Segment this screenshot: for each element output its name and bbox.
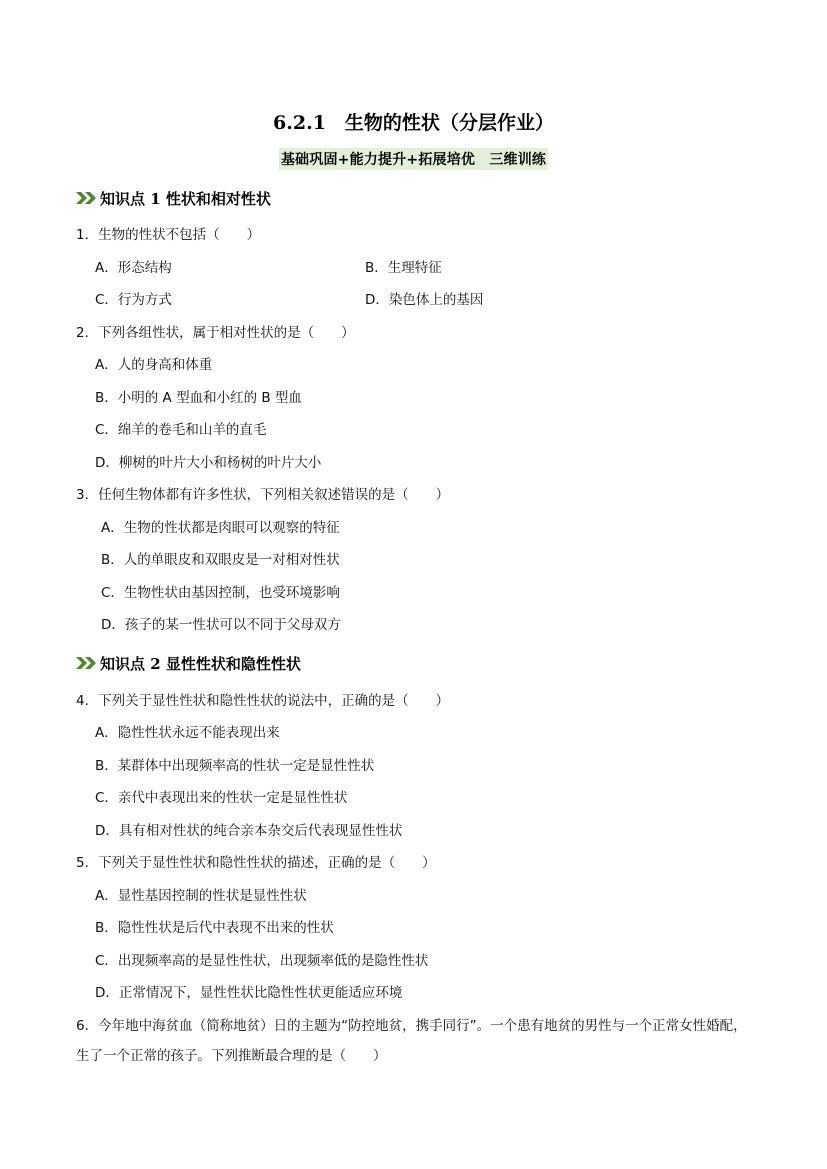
question-1-option-d: D．染色体上的基因 [365, 292, 484, 308]
question-4-option-a: A．隐性性状永远不能表现出来 [95, 725, 280, 741]
section-heading-2 [76, 652, 301, 674]
question-4-stem: 4．下列关于显性性状和隐性性状的说法中，正确的是（ ） [76, 693, 450, 709]
double-chevron-icon [76, 655, 98, 671]
section-label: 知识点 2 显性性状和隐性性状 [100, 654, 301, 673]
question-3-option-c: C．生物性状由基因控制，也受环境影响 [101, 585, 340, 601]
question-1-option-a: A．形态结构 [95, 260, 172, 276]
section-label: 知识点 1 性状和相对性状 [100, 189, 271, 208]
question-1-stem: 1．生物的性状不包括（ ） [76, 227, 261, 243]
question-2-option-c: C．绵羊的卷毛和山羊的直毛 [95, 422, 267, 438]
subtitle-wrap [0, 148, 827, 170]
question-3-stem: 3．任何生物体都有许多性状，下列相关叙述错误的是（ ） [76, 487, 450, 503]
question-3-option-d: D．孩子的某一性状可以不同于父母双方 [101, 617, 341, 633]
question-2-option-a: A．人的身高和体重 [95, 357, 213, 373]
question-3-option-a: A．生物的性状都是肉眼可以观察的特征 [101, 520, 340, 536]
question-5-option-d: D．正常情况下，显性性状比隐性性状更能适应环境 [95, 985, 403, 1001]
question-2-stem: 2．下列各组性状，属于相对性状的是（ ） [76, 325, 355, 341]
double-chevron-icon [76, 190, 98, 206]
question-4-option-c: C．亲代中表现出来的性状一定是显性性状 [95, 790, 348, 806]
page-subtitle: 基础巩固+能力提升+拓展培优 三维训练 [279, 148, 548, 170]
question-5-option-b: B．隐性性状是后代中表现不出来的性状 [95, 920, 334, 936]
section-heading-1 [76, 187, 271, 209]
question-1-option-b: B．生理特征 [365, 260, 442, 276]
question-6-stem: 6．今年地中海贫血（简称地贫）日的主题为“防控地贫，携手同行”。一个患有地贫的男性与一个正常女性婚配，生了一个正常的孩子。下列推断最合理的是（ ） [76, 1018, 747, 1064]
question-5-option-a: A．显性基因控制的性状是显性性状 [95, 888, 307, 904]
question-5-option-c: C．出现频率高的是显性性状，出现频率低的是隐性性状 [95, 953, 429, 969]
question-2-option-d: D．柳树的叶片大小和杨树的叶片大小 [95, 455, 322, 471]
question-2-option-b: B．小明的 A 型血和小红的 B 型血 [95, 390, 302, 406]
question-3-option-b: B．人的单眼皮和双眼皮是一对相对性状 [101, 552, 340, 568]
question-1-option-c: C．行为方式 [95, 292, 172, 308]
question-4-option-d: D．具有相对性状的纯合亲本杂交后代表现显性性状 [95, 823, 403, 839]
question-5-stem: 5．下列关于显性性状和隐性性状的描述，正确的是（ ） [76, 855, 436, 871]
question-4-option-b: B．某群体中出现频率高的性状一定是显性性状 [95, 758, 375, 774]
page-title: 6.2.1 生物的性状（分层作业） [273, 112, 554, 134]
